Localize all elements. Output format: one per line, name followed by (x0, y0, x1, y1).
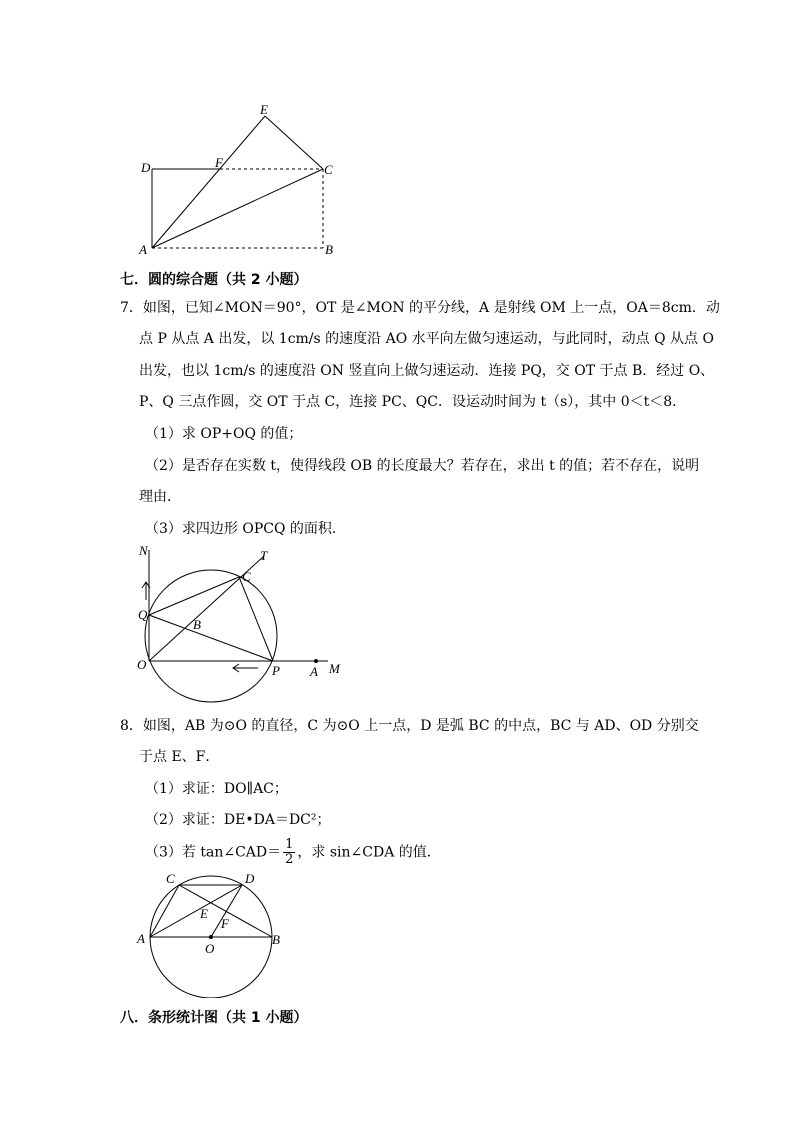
q7-sub-1: （1）求 OP+OQ 的值； (145, 426, 303, 442)
q7-sub-2a: （2）是否存在实数 t，使得线段 OB 的长度最大？若存在，求出 t 的值；若不存在，说明 (145, 458, 700, 474)
q8-sub-3-prefix: （3）若 tan∠CAD＝ (145, 844, 282, 861)
q7-line-4: P、Q 三点作圆，交 OT 于点 C，连接 PC、QC．设运动时间为 t（s），其中 0＜t＜8． (139, 394, 687, 410)
label-F: F (221, 916, 229, 931)
label-T: T (260, 548, 268, 563)
q8-sub-2: （2）求证：DE•DA＝DC²； (145, 812, 331, 828)
section-title-7: 七．圆的综合题（共 2 小题） (120, 272, 308, 288)
q8-sub-3-suffix: ，求 sin∠CDA 的值． (297, 844, 441, 861)
label-B: B (272, 932, 280, 947)
label-C: C (166, 871, 175, 886)
label-O: O (137, 657, 147, 672)
label-O: O (205, 941, 215, 956)
section-title-8: 八．条形统计图（共 1 小题） (120, 1010, 308, 1026)
q8-sub-1: （1）求证：DO∥AC； (145, 781, 288, 797)
label-D: D (141, 160, 151, 175)
label-P: P (272, 663, 280, 678)
label-N: N (139, 543, 148, 558)
label-C: C (242, 569, 251, 584)
fraction-numerator: 1 (285, 837, 294, 852)
label-D: D (245, 871, 255, 886)
label-B: B (325, 242, 333, 257)
label-M: M (329, 661, 340, 676)
figure-circle-diameter (130, 868, 290, 998)
label-Q: Q (138, 607, 148, 622)
figure-rectangle-fold (135, 100, 345, 260)
q7-line-2: 点 P 从点 A 出发，以 1cm/s 的速度沿 AO 水平向左做匀速运动，与此同时，动点 Q 从点 O (139, 331, 714, 347)
figure-circle-opcq (130, 540, 350, 710)
q7-line-3: 出发，也以 1cm/s 的速度沿 ON 竖直向上做匀速运动．连接 PQ，交 OT 于点 B．经过 O、 (139, 363, 715, 379)
q8-line-2: 于点 E、F． (139, 749, 220, 765)
label-A: A (139, 242, 147, 257)
fraction (283, 838, 295, 867)
label-A: A (310, 664, 318, 679)
label-E: E (260, 102, 268, 117)
label-A: A (137, 931, 145, 946)
q7-line-1: 7．如图，已知∠MON＝90°，OT 是∠MON 的平分线，A 是射线 OM 上一点，OA＝8cm．动 (120, 300, 720, 316)
fraction-denominator: 2 (285, 852, 294, 867)
q7-sub-3: （3）求四边形 OPCQ 的面积． (145, 521, 346, 537)
label-F: F (215, 155, 223, 170)
q8-sub-3 (145, 838, 441, 867)
q7-sub-2b: 理由． (139, 489, 181, 505)
label-B: B (193, 617, 201, 632)
q8-line-1: 8．如图，AB 为⊙O 的直径，C 为⊙O 上一点，D 是弧 BC 的中点，BC 与 AD、OD 分别交 (120, 718, 699, 734)
label-C: C (324, 162, 333, 177)
label-E: E (200, 906, 208, 921)
